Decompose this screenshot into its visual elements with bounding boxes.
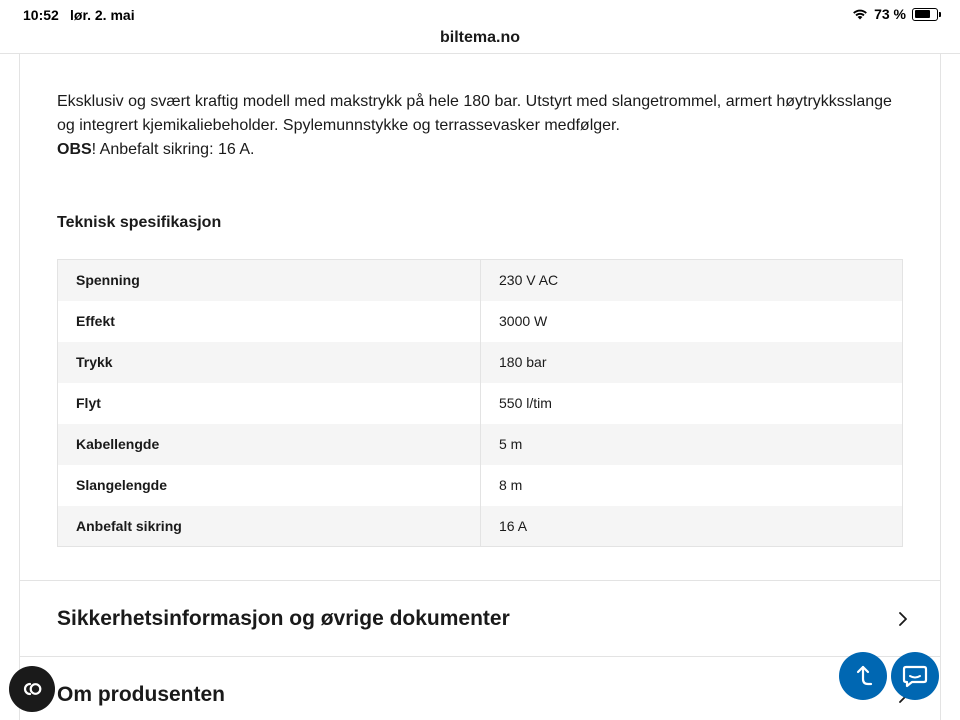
status-date: lør. 2. mai xyxy=(70,7,135,23)
obs-text: ! Anbefalt sikring: 16 A. xyxy=(91,141,255,158)
status-time: 10:52 xyxy=(23,7,59,23)
url-text[interactable]: biltema.no xyxy=(439,29,520,46)
spec-value: 3000 W xyxy=(499,313,548,329)
status-bar xyxy=(0,0,960,28)
safety-documents-section[interactable] xyxy=(19,581,941,657)
spec-row xyxy=(58,383,903,424)
product-description xyxy=(57,90,907,162)
spec-key: Effekt xyxy=(58,301,481,342)
cookie-icon xyxy=(20,681,44,697)
spec-row xyxy=(58,260,903,301)
battery-fill xyxy=(915,10,930,18)
product-info-panel xyxy=(19,54,941,581)
chat-button[interactable] xyxy=(891,652,939,700)
status-indicators xyxy=(852,6,938,22)
spec-row xyxy=(58,424,903,465)
obs-label: OBS xyxy=(57,141,92,158)
spec-key: Anbefalt sikring xyxy=(58,506,481,547)
spec-key: Slangelengde xyxy=(58,465,481,506)
spec-key: Kabellengde xyxy=(58,424,481,465)
spec-key: Spenning xyxy=(58,260,481,301)
spec-row xyxy=(58,465,903,506)
spec-row xyxy=(58,506,903,547)
spec-value: 180 bar xyxy=(499,354,547,370)
spec-value: 5 m xyxy=(499,436,523,452)
battery-icon xyxy=(912,8,938,21)
chat-icon xyxy=(901,662,929,690)
producer-section[interactable] xyxy=(19,657,941,720)
spec-key: Flyt xyxy=(58,383,481,424)
spec-table xyxy=(57,259,903,547)
safety-section-title[interactable]: Sikkerhetsinformasjon og øvrige dokumenter xyxy=(57,607,510,630)
battery-percent: 73 % xyxy=(874,6,906,22)
spec-value: 8 m xyxy=(499,477,523,493)
producer-section-title[interactable]: Om produsenten xyxy=(57,683,226,706)
spec-value: 550 l/tim xyxy=(499,395,552,411)
spec-title: Teknisk spesifikasjon xyxy=(57,214,222,231)
spec-row xyxy=(58,301,903,342)
wifi-icon xyxy=(852,8,868,20)
scroll-to-top-button[interactable] xyxy=(839,652,887,700)
cookie-settings-button[interactable] xyxy=(9,666,55,712)
spec-value: 230 V AC xyxy=(499,272,559,289)
spec-row xyxy=(58,342,903,383)
chevron-right-icon xyxy=(896,612,910,626)
spec-value: 16 A xyxy=(499,517,528,534)
spec-key: Trykk xyxy=(58,342,481,383)
arrow-up-icon xyxy=(850,663,876,689)
address-bar[interactable] xyxy=(0,28,960,54)
description-text: Eksklusiv og svært kraftig modell med makstrykk på hele 180 bar. Utstyrt med slangetrommel, armert høytrykksslange og integrert kjemikaliebeholder. Spylemunnstykke og terrassevasker medfølger. xyxy=(57,93,892,134)
